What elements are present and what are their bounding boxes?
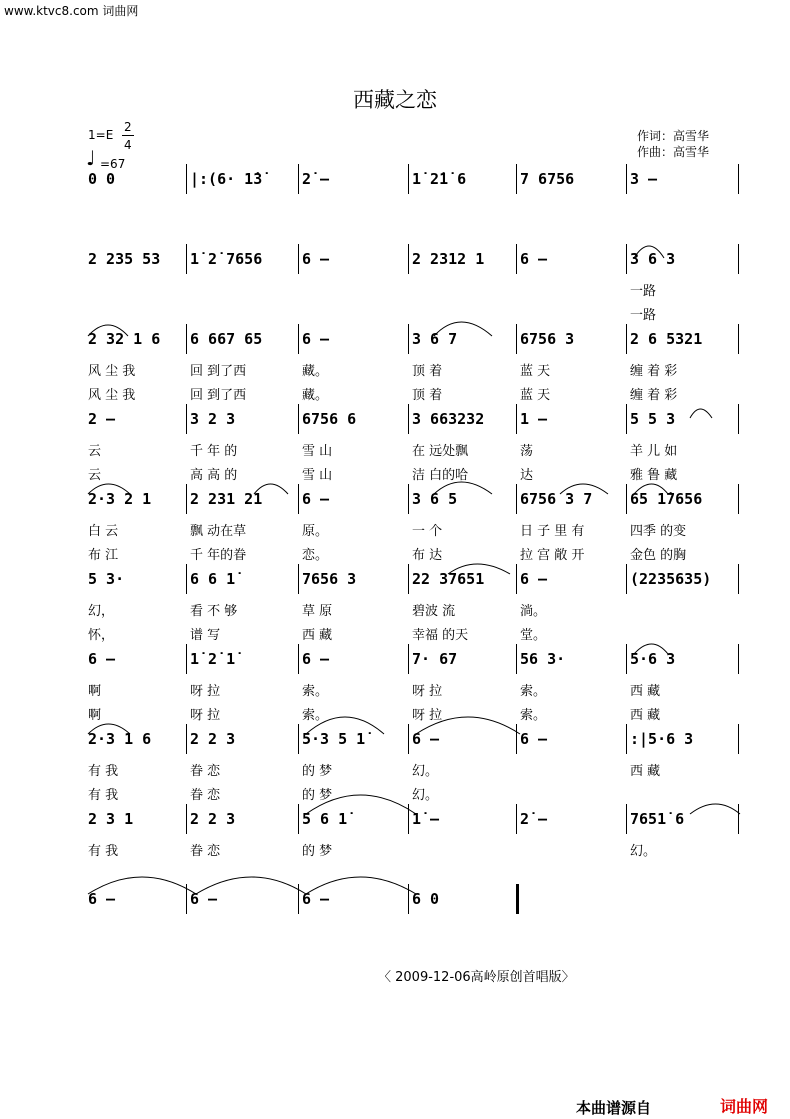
key-signature: 1=E: [88, 128, 114, 142]
bar-line: [626, 804, 627, 834]
bar-line: [738, 164, 739, 194]
measure-notes: 1̇ –: [412, 810, 440, 828]
bar-line: [298, 164, 299, 194]
lyric-text: 眷 恋: [190, 788, 221, 803]
lyric-text: 呀 拉: [412, 708, 443, 723]
measure-notes: 2 3 1: [88, 810, 134, 828]
lyric-text: 千 年 的: [190, 444, 238, 459]
lyric-text: 一 个: [412, 524, 443, 539]
measure-notes: 6 667 65: [190, 330, 263, 348]
bar-line: [738, 724, 739, 754]
bar-line: [408, 644, 409, 674]
bar-line: [738, 484, 739, 514]
lyric-text: 千 年的眷: [190, 548, 247, 563]
lyric-text: 索。: [520, 684, 547, 699]
measure-notes: 6 6 1̇: [190, 570, 236, 588]
lyric-text: 怀，: [88, 628, 115, 643]
measure-notes: 22 37651: [412, 570, 485, 588]
measure-notes: 7 6756: [520, 170, 575, 188]
measure-notes: 3 6 7: [412, 330, 458, 348]
lyric-text: 一路: [630, 308, 657, 323]
bar-line: [408, 324, 409, 354]
bar-line: [516, 244, 517, 274]
measure-notes: 3 –: [630, 170, 658, 188]
measure-notes: 2 –: [88, 410, 116, 428]
bar-line: [186, 724, 187, 754]
measure-notes: 6756 6: [302, 410, 357, 428]
lyric-text: 谱 写: [190, 628, 221, 643]
bar-line: [298, 324, 299, 354]
bar-line: [516, 564, 517, 594]
lyric-text: 回 到了西: [190, 364, 247, 379]
site-url[interactable]: www.ktvc8.com 词曲网: [4, 4, 139, 18]
lyric-text: 白 云: [88, 524, 119, 539]
bar-line: [626, 404, 627, 434]
bar-line: [408, 244, 409, 274]
lyric-text: 幻。: [412, 764, 439, 779]
measure-notes: 6 –: [302, 330, 330, 348]
tempo-mark: =67: [100, 157, 126, 171]
measure-notes: 65 1̇7656: [630, 490, 703, 508]
lyric-text: 西 藏: [630, 684, 661, 699]
bar-line: [626, 324, 627, 354]
lyric-text: 洁 白的哈: [412, 468, 469, 483]
bar-line: [738, 244, 739, 274]
bar-line: [626, 244, 627, 274]
version-note: 〈 2009-12-06高岭原创首唱版〉: [378, 970, 575, 985]
lyric-text: 布 江: [88, 548, 119, 563]
lyric-text: 飘 动在草: [190, 524, 247, 539]
lyric-text: 顶 着: [412, 388, 443, 403]
bar-line: [626, 484, 627, 514]
lyric-text: 西 藏: [630, 764, 661, 779]
measure-notes: 5·6 3: [630, 650, 676, 668]
measure-notes: 6 –: [88, 650, 116, 668]
measure-notes: 6 –: [520, 250, 548, 268]
measure-notes: 7656 3: [302, 570, 357, 588]
bar-line: [298, 564, 299, 594]
bar-line: [298, 484, 299, 514]
bar-line: [186, 884, 187, 914]
measure-notes: 6 –: [302, 490, 330, 508]
measure-notes: 3 6 3: [630, 250, 676, 268]
measure-notes: 2 235 53: [88, 250, 161, 268]
quarter-note-icon: ♩: [86, 146, 96, 170]
lyric-text: 荡: [520, 444, 534, 459]
bar-line: [516, 644, 517, 674]
measure-notes: 6 –: [190, 890, 218, 908]
bar-line: [298, 244, 299, 274]
lyric-text: 幻，: [88, 604, 115, 619]
lyricist-credit: 作词：高雪华: [637, 129, 710, 143]
time-signature-top: 2: [124, 120, 132, 134]
bar-line: [516, 404, 517, 434]
bar-line: [516, 324, 517, 354]
bar-line: [516, 164, 517, 194]
lyric-text: 幻。: [412, 788, 439, 803]
bar-line: [298, 404, 299, 434]
lyric-text: 云: [88, 468, 102, 483]
measure-notes: |:(6· 1̇3̇: [190, 170, 263, 188]
measure-notes: (2235635): [630, 570, 712, 588]
bar-line: [186, 164, 187, 194]
bar-line: [186, 484, 187, 514]
bar-line: [298, 804, 299, 834]
lyric-text: 风 尘 我: [88, 388, 136, 403]
lyric-text: 有 我: [88, 844, 119, 859]
measure-notes: :|5·6 3: [630, 730, 694, 748]
lyric-text: 日 子 里 有: [520, 524, 585, 539]
lyric-text: 雅 鲁 藏: [630, 468, 678, 483]
bar-line: [516, 804, 517, 834]
measure-notes: 7651̇ 6: [630, 810, 685, 828]
song-title: 西藏之恋: [353, 88, 437, 112]
lyric-text: 的 梦: [302, 788, 333, 803]
measure-notes: 5 5 3: [630, 410, 676, 428]
measure-notes: 1̇ 2̇ 1̇: [190, 650, 236, 668]
bar-line: [626, 724, 627, 754]
lyric-text: 云: [88, 444, 102, 459]
lyric-text: 回 到了西: [190, 388, 247, 403]
bar-line: [408, 164, 409, 194]
bar-line: [186, 404, 187, 434]
lyric-text: 四季 的变: [630, 524, 687, 539]
bar-line: [186, 324, 187, 354]
lyric-text: 藏。: [302, 388, 329, 403]
measure-notes: 2 6 5321: [630, 330, 703, 348]
source-label: 本曲谱源自: [576, 1099, 652, 1117]
measure-notes: 2·3 1 6: [88, 730, 152, 748]
lyric-text: 缠 着 彩: [630, 364, 678, 379]
lyric-text: 高 高 的: [190, 468, 238, 483]
measure-notes: 6 –: [302, 650, 330, 668]
measure-notes: 5 3·: [88, 570, 125, 588]
bar-line: [408, 724, 409, 754]
lyric-text: 缠 着 彩: [630, 388, 678, 403]
bar-line: [408, 404, 409, 434]
bar-line: [626, 644, 627, 674]
bar-line: [408, 484, 409, 514]
lyric-text: 有 我: [88, 788, 119, 803]
bar-line: [738, 644, 739, 674]
lyric-text: 淌。: [520, 604, 547, 619]
lyric-text: 碧波 流: [412, 604, 456, 619]
lyric-text: 索。: [520, 708, 547, 723]
lyric-text: 布 达: [412, 548, 443, 563]
bar-line: [626, 164, 627, 194]
lyric-text: 呀 拉: [190, 708, 221, 723]
bar-line: [626, 564, 627, 594]
measure-notes: 6 –: [520, 730, 548, 748]
measure-notes: 2 2 3: [190, 810, 236, 828]
lyric-text: 西 藏: [630, 708, 661, 723]
measure-notes: 7· 67: [412, 650, 458, 668]
lyric-text: 索。: [302, 684, 329, 699]
measure-notes: 6756 3: [520, 330, 575, 348]
lyric-text: 达: [520, 468, 534, 483]
measure-notes: 6 –: [302, 250, 330, 268]
time-signature-bottom: 4: [124, 138, 132, 152]
lyric-text: 眷 恋: [190, 764, 221, 779]
lyric-text: 有 我: [88, 764, 119, 779]
lyric-text: 眷 恋: [190, 844, 221, 859]
lyric-text: 恋。: [302, 548, 329, 563]
bar-line: [298, 644, 299, 674]
lyric-text: 西 藏: [302, 628, 333, 643]
bar-line: [516, 724, 517, 754]
site-logo[interactable]: 词曲网: [720, 1097, 769, 1116]
lyric-text: 一路: [630, 284, 657, 299]
lyric-text: 幻。: [630, 844, 657, 859]
measure-notes: 1 –: [520, 410, 548, 428]
measure-notes: 0 0: [88, 170, 116, 188]
measure-notes: 2 231 21: [190, 490, 263, 508]
bar-line: [738, 324, 739, 354]
bar-line: [298, 724, 299, 754]
lyric-text: 原。: [302, 524, 329, 539]
lyric-text: 啊: [88, 708, 102, 723]
lyric-text: 呀 拉: [412, 684, 443, 699]
measure-notes: 2 2312 1: [412, 250, 485, 268]
lyric-text: 在 远处飘: [412, 444, 469, 459]
measure-notes: 56 3·: [520, 650, 566, 668]
lyric-text: 雪 山: [302, 444, 333, 459]
measure-notes: 6756 3 7: [520, 490, 593, 508]
measure-notes: 6 0: [412, 890, 440, 908]
slur: [690, 804, 740, 814]
measure-notes: 6 –: [302, 890, 330, 908]
bar-line: [738, 804, 739, 834]
bar-line: [408, 564, 409, 594]
lyric-text: 幸福 的天: [412, 628, 469, 643]
measure-notes: 3 2 3: [190, 410, 236, 428]
lyric-text: 藏。: [302, 364, 329, 379]
lyric-text: 啊: [88, 684, 102, 699]
bar-line: [186, 244, 187, 274]
measure-notes: 3 663232: [412, 410, 485, 428]
measure-notes: 5·3 5 1̇: [302, 730, 366, 748]
measure-notes: 1̇ 2̇1̇ 6: [412, 170, 467, 188]
bar-line: [408, 804, 409, 834]
lyric-text: 顶 着: [412, 364, 443, 379]
bar-line: [298, 884, 299, 914]
lyric-text: 草 原: [302, 604, 333, 619]
bar-line: [516, 884, 519, 914]
lyric-text: 雪 山: [302, 468, 333, 483]
bar-line: [738, 404, 739, 434]
measure-notes: 5 6 1̇: [302, 810, 348, 828]
lyric-text: 蓝 天: [520, 364, 551, 379]
lyric-text: 风 尘 我: [88, 364, 136, 379]
bar-line: [186, 564, 187, 594]
lyric-text: 堂。: [520, 628, 547, 643]
bar-line: [408, 884, 409, 914]
measure-notes: 6 –: [412, 730, 440, 748]
lyric-text: 拉 宫 敞 开: [520, 548, 585, 563]
bar-line: [186, 804, 187, 834]
lyric-text: 蓝 天: [520, 388, 551, 403]
measure-notes: 2·3 2 1: [88, 490, 152, 508]
measure-notes: 2 32 1 6: [88, 330, 161, 348]
composer-credit: 作曲：高雪华: [637, 145, 710, 159]
measure-notes: 6 –: [88, 890, 116, 908]
measure-notes: 2 2 3: [190, 730, 236, 748]
measure-notes: 2̇ –: [302, 170, 330, 188]
lyric-text: 的 梦: [302, 844, 333, 859]
measure-notes: 3 6 5: [412, 490, 458, 508]
slur: [690, 409, 712, 418]
measure-notes: 6 –: [520, 570, 548, 588]
bar-line: [186, 644, 187, 674]
bar-line: [516, 484, 517, 514]
measure-notes: 2̇ –: [520, 810, 548, 828]
lyric-text: 索。: [302, 708, 329, 723]
lyric-text: 呀 拉: [190, 684, 221, 699]
bar-line: [738, 564, 739, 594]
lyric-text: 的 梦: [302, 764, 333, 779]
lyric-text: 羊 儿 如: [630, 444, 678, 459]
lyric-text: 金色 的胸: [630, 548, 687, 563]
measure-notes: 1̇ 2̇ 7656: [190, 250, 263, 268]
lyric-text: 看 不 够: [190, 604, 238, 619]
time-signature-line: [122, 135, 134, 136]
